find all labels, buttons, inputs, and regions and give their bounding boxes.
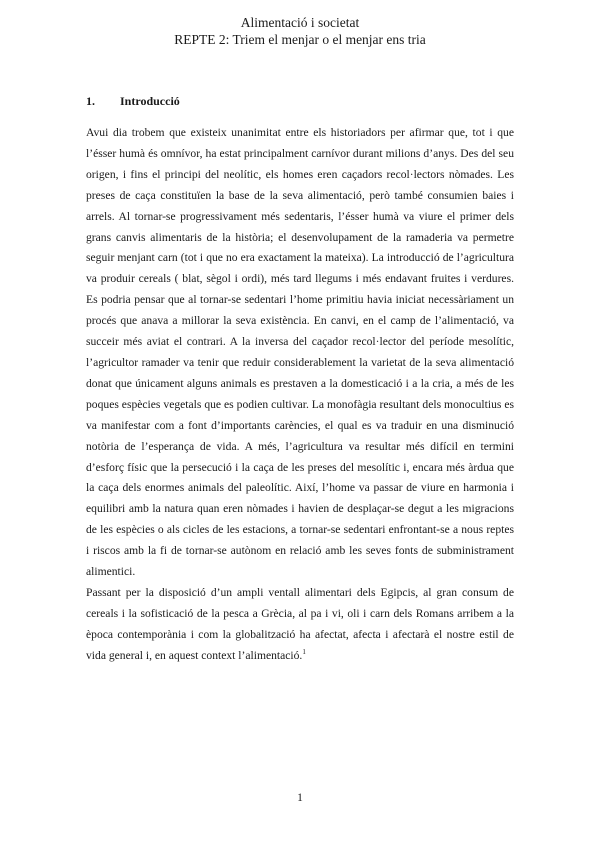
footnote-reference[interactable]: 1 [302,647,306,656]
paragraph-2-text: Passant per la disposició d’un ampli ventall alimentari dels Egipcis, al gran consum de cereals i la sofisticació de la pesca a Grècia, al pa i vi, oli i carn dels Romans arribem a la època contemporània i com la globalització ha afectat, afecta i afectarà el nostre estil de vida general i, en aquest context l’alimentació. [86,585,514,662]
header-course-title: Alimentació i societat [240,15,360,30]
section-title: Introducció [120,94,180,108]
page-header [0,14,600,48]
paragraph-2 [86,583,514,667]
section-heading [86,94,180,109]
page-number: 1 [297,792,303,804]
header-challenge-title: REPTE 2: Triem el menjar o el menjar ens tria [174,32,426,47]
paragraph-1: Avui dia trobem que existeix unanimitat entre els historiadors per afirmar que, tot i que l’ésser humà és omnívor, ha estat principalment carnívor durant milions d’anys. Des del seu origen, i fins el principi del neolític, els homes eren caçadors recol·lectors nòmades. Les preses de caça constituïen la base de la seva alimentació, però també consumien baies i arrels. Al tornar-se progressivament més sedentaris, l’ésser humà va viure el primer dels grans canvis alimentaris de la història; el desenvolupament de la ramaderia va permetre seguir menjant carn (tot i que no era exactament la mateixa). La introducció de l’agricultura va produir cereals ( blat, sègol i ordi), més tard llegums i més endavant fruites i verdures. Es podria pensar que al tornar-se sedentari l’home primitiu havia iniciat necessàriament un procés que anava a millorar la seva existència. En canvi, en el camp de l’alimentació, va succeir més aviat el contrari. A la inversa del caçador recol·lector del període mesolític, l’agricultor ramader va tenir que reduir considerablement la varietat de la seva alimentació donat que únicament alguns animals es prestaven a la domesticació i a la cria, a més de les poques espècies vegetals que es podien cultivar. La monofàgia resultant dels monocultius es va manifestar com a font d’importants carències, el qual es va traduir en una disminució notòria de l’esperança de vida. A més, l’agricultura va resultar més difícil en termini d’esforç físic que la persecució i la caça de les preses del mesolític i, encara més àrdua que la caça dels enormes animals del paleolític. Així, l’home va passar de viure en harmonia i equilibri amb la natura quan eren nòmades i havien de desplaçar-se degut a les migracions de les espècies o als cicles de les estacions, a tornar-se sedentari enfrontant-se a nous reptes i riscos amb la fi de tornar-se autònom en relació amb les seves fonts de subministrament alimentici. [86,126,514,579]
section-number: 1. [86,94,95,108]
body-text [86,123,514,667]
